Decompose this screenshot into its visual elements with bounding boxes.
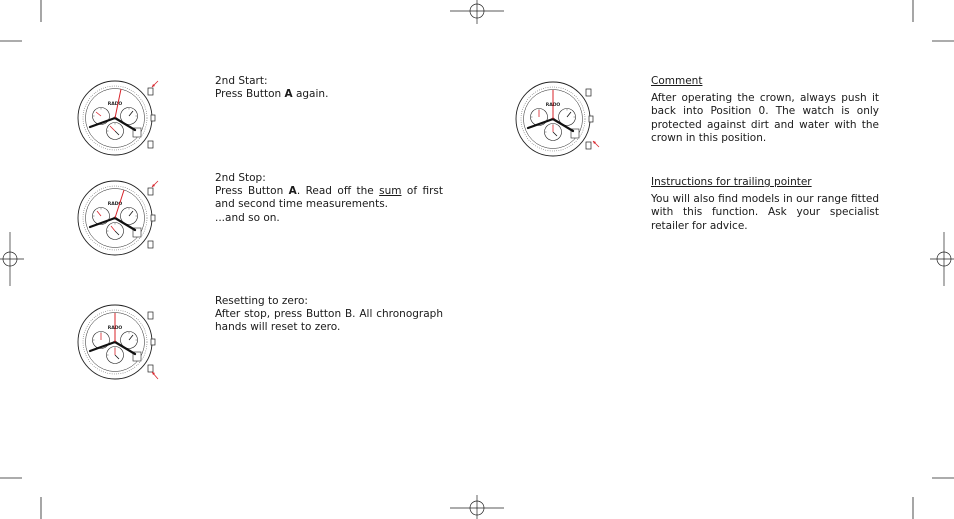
trailing-pointer-section: [651, 176, 879, 233]
step-reset: [215, 295, 443, 335]
step-body: Press Button A again.: [215, 88, 329, 101]
button-label: A: [288, 185, 297, 198]
step-body: After stop, press Button B. All chronograph hands will reset to zero.: [215, 308, 443, 334]
watch-diagram-crown: [513, 79, 603, 159]
watch-diagram-2nd-start: [75, 78, 165, 158]
registration-mark-left: [0, 232, 24, 286]
sum-emphasis: sum: [379, 185, 402, 198]
step-continuation: ...and so on.: [215, 211, 280, 224]
step-2nd-stop: [215, 172, 443, 225]
button-label: A: [284, 88, 293, 101]
trailing-pointer-body: You will also find models in our range fitted with this function. Ask your specialist retailer for advice.: [651, 193, 879, 232]
trailing-pointer-heading: Instructions for trailing pointer: [651, 176, 812, 188]
step-title: Resetting to zero:: [215, 295, 308, 307]
registration-mark-top: [450, 0, 504, 24]
comment-body: After operating the crown, always push it back into Position 0. The watch is only protected against dirt and water with the crown in this position.: [651, 92, 879, 144]
step-title: 2nd Start:: [215, 75, 268, 87]
step-body: Press Button A. Read off the sum of first and second time measurements.: [215, 185, 443, 211]
step-2nd-start: [215, 75, 443, 101]
registration-mark-bottom: [450, 495, 504, 519]
registration-mark-right: [930, 232, 954, 286]
watch-diagram-reset: [75, 302, 165, 382]
comment-heading: Comment: [651, 75, 703, 87]
step-title: 2nd Stop:: [215, 172, 266, 184]
comment-section: [651, 75, 879, 145]
watch-diagram-2nd-stop: [75, 178, 165, 258]
